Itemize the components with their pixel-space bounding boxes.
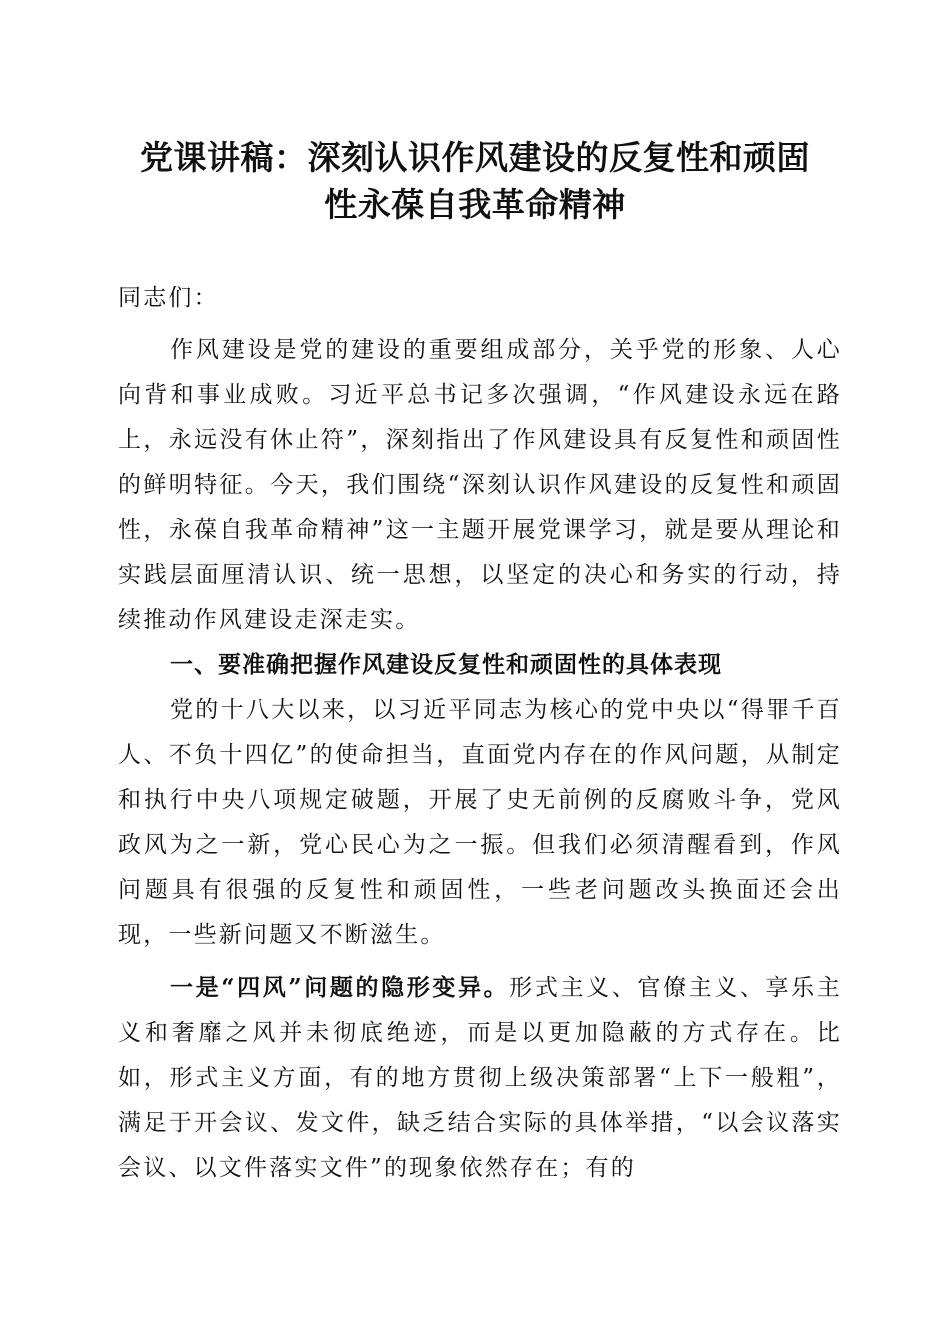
paragraph-3-lead: 一是“四风”问题的隐形变异。 — [170, 974, 510, 1001]
document-body — [118, 276, 842, 1191]
paragraph-3-text: 形式主义、官僚主义、享乐主义和奢靡之风并未彻底绝迹，而是以更加隐蔽的方式存在。比如，形式主义方面，有的地方贯彻上级决策部署“上下一般粗”，满足于开会议、发文件，缺乏结合实际的具体举措，“以会议落实会议、以文件落实文件”的现象依然存在；有的 — [118, 975, 842, 1181]
salutation: 同志们： — [118, 285, 219, 311]
paragraph-3 — [118, 965, 842, 1191]
document-title — [100, 134, 850, 228]
section-heading-1: 一、要准确把握作风建设反复性和顽固性的具体表现 — [170, 652, 722, 678]
paragraph-intro: 作风建设是党的建设的重要组成部分，关乎党的形象、人心向背和事业成败。习近平总书记多次强调，“作风建设永远在路上，永远没有休止符”，深刻指出了作风建设具有反复性和顽固性的鲜明特征。今天，我们围绕“深刻认识作风建设的反复性和顽固性，永葆自我革命精神”这一主题开展党课学习，就是要从理论和实践层面厘清认识、统一思想，以坚定的决心和务实的行动，持续推动作风建设走深走实。 — [118, 337, 842, 633]
paragraph-2: 党的十八大以来，以习近平同志为核心的党中央以“得罪千百人、不负十四亿”的使命担当，直面党内存在的作风问题，从制定和执行中央八项规定破题，开展了史无前例的反腐败斗争，党风政风为之一新，党心民心为之一振。但我们必须清醒看到，作风问题具有很强的反复性和顽固性，一些老问题改头换面还会出现，一些新问题又不断滋生。 — [118, 697, 842, 948]
title-line-1: 党课讲稿：深刻认识作风建设的反复性和顽固 — [140, 138, 810, 177]
title-line-2: 性永葆自我革命精神 — [324, 185, 626, 224]
